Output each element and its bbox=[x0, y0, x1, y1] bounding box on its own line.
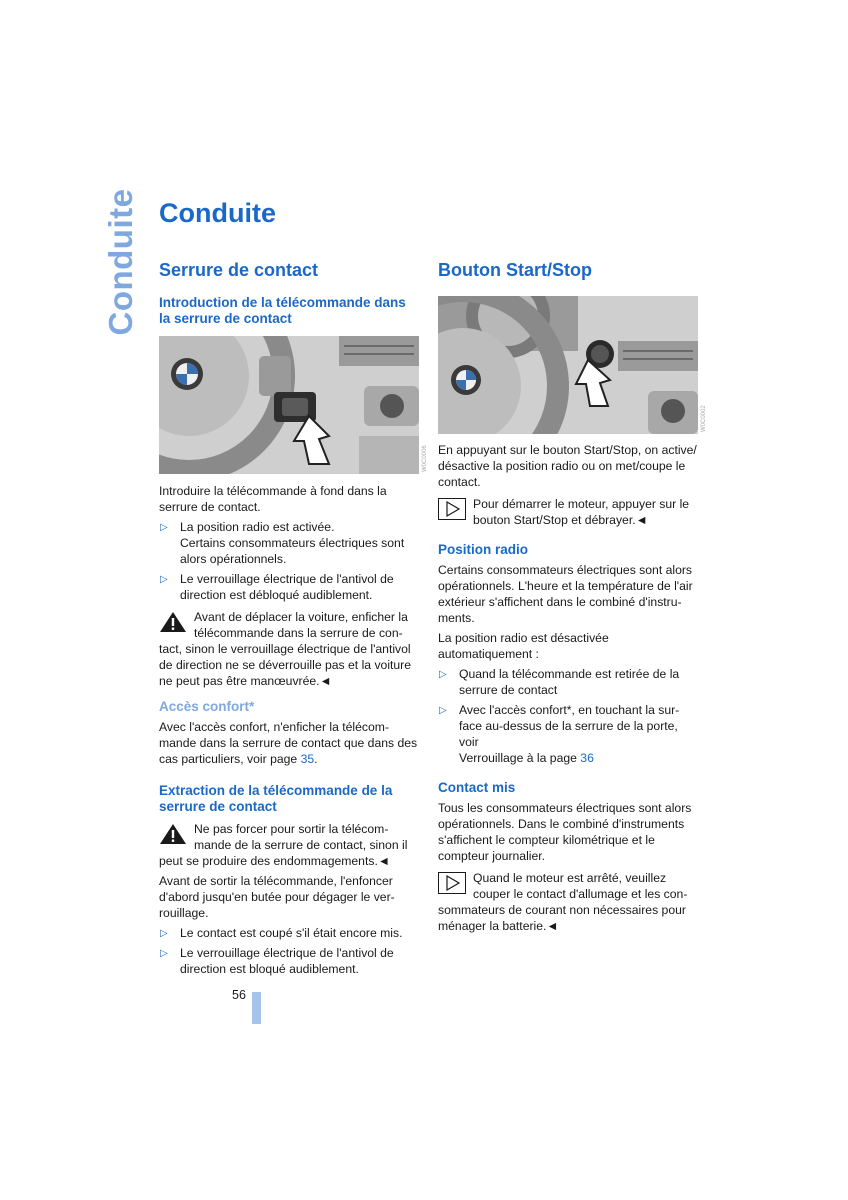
list-item bbox=[159, 571, 421, 603]
image-code: W0C0006 bbox=[422, 445, 428, 472]
info-note-start-engine bbox=[438, 496, 700, 528]
paragraph-line: La position radio est désactivée bbox=[438, 631, 609, 645]
list-item-line: Le verrouillage électrique de l'antivol de bbox=[180, 572, 394, 586]
note-line: tact, sinon le verrouillage électrique de l'antivol bbox=[159, 642, 411, 656]
paragraph-line: ments. bbox=[438, 611, 475, 625]
list-item bbox=[438, 702, 700, 766]
note-line: sommateurs de courant non nécessaires pour bbox=[438, 903, 686, 917]
note-line: ne peut pas être manœuvrée.◄ bbox=[159, 674, 332, 688]
list-item-line: Certains consommateurs électriques sont bbox=[180, 536, 405, 550]
list-item-line: La position radio est activée. bbox=[180, 520, 335, 534]
list-item-line: serrure de contact bbox=[459, 683, 558, 697]
list-item bbox=[159, 925, 421, 941]
paragraph-radio-position bbox=[438, 562, 700, 626]
paragraph-line: Avant de sortir la télécommande, l'enfoncer bbox=[159, 874, 393, 888]
list-radio-off-conditions bbox=[438, 666, 700, 766]
info-play-icon bbox=[438, 498, 466, 520]
page-link-36[interactable]: 36 bbox=[580, 751, 594, 765]
paragraph-line: En appuyant sur le bouton Start/Stop, on active/ bbox=[438, 443, 697, 457]
right-column bbox=[438, 260, 700, 281]
note-line: couper le contact d'allumage et les con- bbox=[473, 887, 688, 901]
subheading-ignition-on: Contact mis bbox=[438, 780, 516, 795]
paragraph-line: rouillage. bbox=[159, 906, 209, 920]
paragraph-line: s'affichent le compteur kilométrique et le bbox=[438, 833, 655, 847]
warning-note-move-car bbox=[159, 609, 421, 689]
left-column bbox=[159, 260, 421, 327]
page-number-bar bbox=[252, 992, 261, 1024]
list-item-line: face au-dessus de la serrure de la porte, voir bbox=[459, 719, 678, 749]
warning-note-do-not-force bbox=[159, 821, 421, 869]
list-item-line: direction est bloqué audiblement. bbox=[180, 962, 359, 976]
info-play-icon bbox=[438, 872, 466, 894]
list-insert-effects bbox=[159, 519, 421, 603]
subheading-radio-position: Position radio bbox=[438, 542, 529, 557]
bullet-triangle-icon: ▷ bbox=[160, 948, 168, 959]
paragraph-line: opérationnels. Dans le combiné d'instruments bbox=[438, 817, 685, 831]
list-item-line: Quand la télécommande est retirée de la bbox=[459, 667, 680, 681]
paragraph-radio-off bbox=[438, 630, 700, 662]
paragraph-ignition-on bbox=[438, 800, 700, 864]
warning-triangle-icon bbox=[159, 823, 187, 845]
right-column-body bbox=[438, 442, 700, 934]
paragraph-start-stop bbox=[438, 442, 700, 490]
paragraph-before-removing bbox=[159, 873, 421, 921]
list-item-line: Le verrouillage électrique de l'antivol de bbox=[180, 946, 394, 960]
page-link-35[interactable]: 35 bbox=[300, 752, 315, 766]
note-line: peut se produire des endommagements.◄ bbox=[159, 854, 390, 868]
list-item bbox=[438, 666, 700, 698]
paragraph-line: désactive la position radio ou on met/coupe le bbox=[438, 459, 686, 473]
note-line: bouton Start/Stop et débrayer.◄ bbox=[473, 513, 648, 527]
list-item-line: Avec l'accès confort*, en touchant la sur- bbox=[459, 703, 680, 717]
note-line: Avant de déplacer la voiture, enficher la bbox=[194, 610, 408, 624]
paragraph-line: contact. bbox=[438, 475, 481, 489]
paragraph-line: opérationnels. L'heure et la température de l'air bbox=[438, 579, 693, 593]
note-line: de direction ne se déverrouille pas et la voiture bbox=[159, 658, 412, 672]
list-item-line: direction est débloqué audiblement. bbox=[180, 588, 373, 602]
list-item bbox=[159, 945, 421, 977]
paragraph-comfort-access bbox=[159, 719, 421, 767]
note-line: ménager la batterie.◄ bbox=[438, 919, 559, 933]
list-item-line: alors opérationnels. bbox=[180, 552, 287, 566]
list-item bbox=[159, 519, 421, 567]
paragraph-line: Tous les consommateurs électriques sont alors bbox=[438, 801, 692, 815]
section-heading-ignition-lock: Serrure de contact bbox=[159, 260, 319, 280]
start-stop-button-photo bbox=[438, 296, 698, 434]
note-line: Quand le moteur est arrêté, veuillez bbox=[473, 871, 667, 885]
bullet-triangle-icon: ▷ bbox=[439, 705, 447, 716]
paragraph-line: extérieur s'affichent dans le combiné d'instru- bbox=[438, 595, 682, 609]
page-title: Conduite bbox=[159, 198, 276, 228]
info-note-battery bbox=[438, 870, 700, 934]
paragraph-line: Avec l'accès confort, n'enficher la télécom- bbox=[159, 720, 390, 734]
chapter-side-tab-label: Conduite bbox=[102, 188, 139, 336]
list-item-line: Verrouillage à la page 36 bbox=[459, 751, 594, 765]
page-number: 56 bbox=[232, 988, 246, 1002]
paragraph-line: d'abord jusqu'en butée pour dégager le ver- bbox=[159, 890, 395, 904]
bullet-triangle-icon: ▷ bbox=[160, 522, 168, 533]
paragraph-line: cas particuliers, voir page 35. bbox=[159, 752, 318, 766]
list-item-line: Le contact est coupé s'il était encore mis. bbox=[180, 926, 403, 940]
ignition-lock-photo bbox=[159, 336, 419, 474]
chapter-side-tab bbox=[101, 188, 141, 336]
note-line: Pour démarrer le moteur, appuyer sur le bbox=[473, 497, 690, 511]
bullet-triangle-icon: ▷ bbox=[160, 928, 168, 939]
subheading-insert-remote: Introduction de la télécommande dans la serrure de contact bbox=[159, 295, 406, 326]
left-column-body bbox=[159, 483, 421, 977]
warning-triangle-icon bbox=[159, 611, 187, 633]
paragraph-line: automatiquement : bbox=[438, 647, 539, 661]
paragraph-insert-remote: Introduire la télécommande à fond dans la serrure de contact. bbox=[159, 484, 387, 514]
note-line: Ne pas forcer pour sortir la télécom- bbox=[194, 822, 389, 836]
bullet-triangle-icon: ▷ bbox=[160, 574, 168, 585]
section-heading-start-stop: Bouton Start/Stop bbox=[438, 260, 592, 280]
subheading-comfort-access: Accès confort* bbox=[159, 699, 255, 714]
paragraph-line: Certains consommateurs électriques sont alors bbox=[438, 563, 693, 577]
note-line: télécommande dans la serrure de con- bbox=[194, 626, 403, 640]
subheading-remove-remote: Extraction de la télécommande de la serrure de contact bbox=[159, 783, 393, 814]
paragraph-line: mande dans la serrure de contact que dans des bbox=[159, 736, 418, 750]
bullet-triangle-icon: ▷ bbox=[439, 669, 447, 680]
paragraph-line: compteur journalier. bbox=[438, 849, 546, 863]
list-remove-effects bbox=[159, 925, 421, 977]
note-line: mande de la serrure de contact, sinon il bbox=[194, 838, 408, 852]
image-code: W0C0002 bbox=[701, 405, 707, 432]
